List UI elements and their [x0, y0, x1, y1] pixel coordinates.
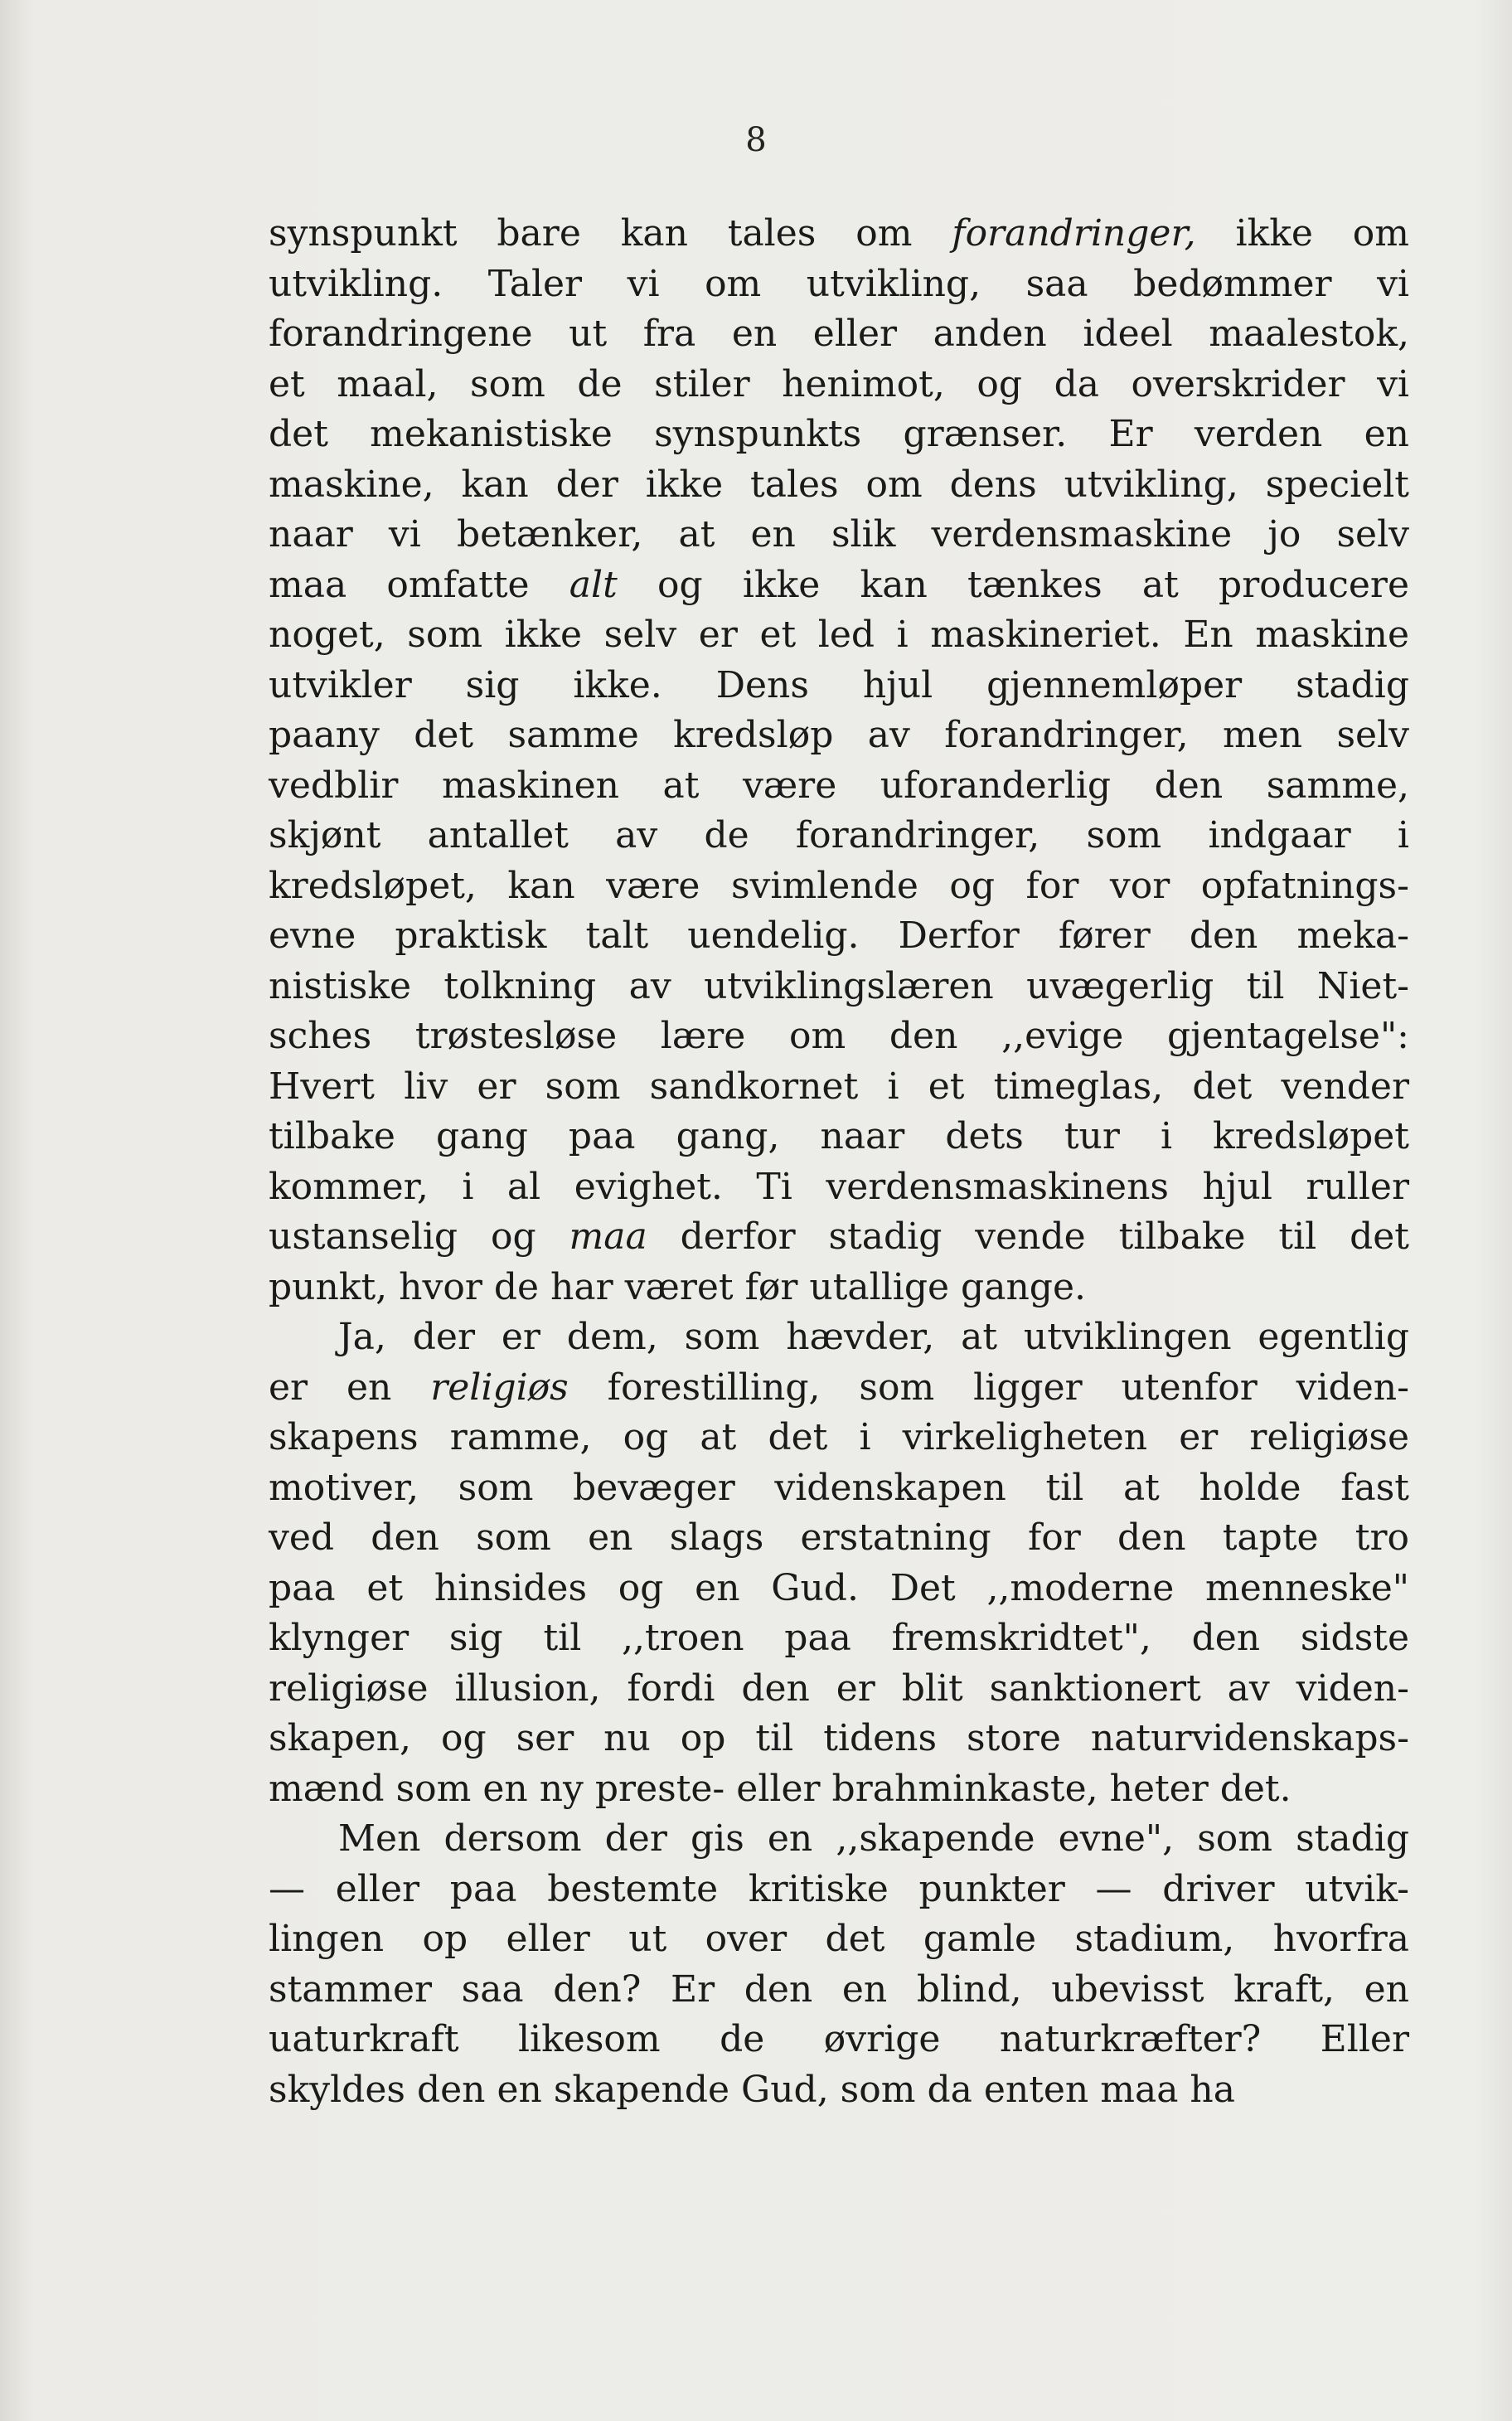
- text-run: ustanselig og: [269, 1215, 569, 1258]
- text-line: [269, 209, 1409, 260]
- text-line: [269, 1112, 1409, 1162]
- text-run: er en: [269, 1366, 431, 1409]
- text-run: skjønt antallet av de forandringer, som indgaar i: [269, 814, 1409, 856]
- text-run: noget, som ikke selv er et led i maskineriet. En maskine: [269, 614, 1409, 656]
- text-run: skapen, og ser nu op til tidens store naturvidenskaps-: [269, 1717, 1409, 1759]
- text-line: [269, 610, 1409, 661]
- text-line: [269, 1212, 1409, 1263]
- emphasis-run: alt: [569, 563, 618, 606]
- text-line: [269, 2015, 1409, 2065]
- text-run: forandringene ut fra en eller anden ideel maalestok,: [269, 313, 1409, 355]
- text-run: kommer, i al evighet. Ti verdensmaskinens hjul ruller: [269, 1165, 1409, 1208]
- text-line: [269, 1613, 1409, 1664]
- text-line: [269, 661, 1409, 711]
- text-run: vedblir maskinen at være uforanderlig den samme,: [269, 764, 1409, 807]
- text-line: [269, 711, 1409, 761]
- text-line: [269, 861, 1409, 912]
- text-run: paa et hinsides og en Gud. Det ,,moderne menneske": [269, 1566, 1409, 1609]
- text-line: [269, 1564, 1409, 1614]
- text-line: [269, 1865, 1409, 1915]
- text-line: [269, 1764, 1409, 1815]
- text-line: [269, 1463, 1409, 1514]
- text-line: [269, 1162, 1409, 1213]
- text-line: [269, 2065, 1409, 2116]
- text-run: utvikling. Taler vi om utvikling, saa bedømmer vi: [269, 262, 1409, 305]
- text-run: ved den som en slags erstatning for den tapte tro: [269, 1516, 1409, 1559]
- text-run: forestilling, som ligger utenfor viden-: [568, 1366, 1409, 1409]
- text-run: sches trøstesløse lære om den ,,evige gjentagelse":: [269, 1015, 1409, 1057]
- text-run: motiver, som bevæger videnskapen til at holde fast: [269, 1466, 1409, 1509]
- text-run: synspunkt bare kan tales om: [269, 212, 952, 255]
- text-run: et maal, som de stiler henimot, og da overskrider vi: [269, 362, 1409, 405]
- text-run: Men dersom der gis en ,,skapende evne", som stadig: [338, 1817, 1409, 1860]
- text-run: maa omfatte: [269, 563, 569, 606]
- text-run: skyldes den en skapende Gud, som da enten maa ha: [269, 2068, 1235, 2111]
- text-line: [269, 1312, 1409, 1363]
- text-run: paany det samme kredsløp av forandringer, men selv: [269, 714, 1409, 756]
- text-run: klynger sig til ,,troen paa fremskridtet", den sidste: [269, 1617, 1409, 1659]
- emphasis-run: forandringer,: [952, 212, 1196, 255]
- text-run: lingen op eller ut over det gamle stadium, hvorfra: [269, 1918, 1409, 1960]
- text-line: [269, 510, 1409, 560]
- text-line: [269, 761, 1409, 812]
- text-line: [269, 1363, 1409, 1414]
- text-run: naar vi betænker, at en slik verdensmaskine jo selv: [269, 513, 1409, 556]
- paragraph: [269, 209, 1409, 1312]
- text-run: det mekanistiske synspunkts grænser. Er verden en: [269, 413, 1409, 455]
- text-line: [269, 1714, 1409, 1764]
- text-run: nistiske tolkning av utviklingslæren uvægerlig til Niet-: [269, 964, 1409, 1007]
- text-run: mænd som en ny preste- eller brahminkaste, heter det.: [269, 1767, 1292, 1810]
- emphasis-run: maa: [569, 1215, 647, 1258]
- text-run: kredsløpet, kan være svimlende og for vor opfatnings-: [269, 864, 1409, 907]
- text-run: utvikler sig ikke. Dens hjul gjennemløper stadig: [269, 663, 1409, 706]
- text-run: evne praktisk talt uendelig. Derfor fører den meka-: [269, 915, 1409, 957]
- text-run: Hvert liv er som sandkornet i et timeglas, det vender: [269, 1065, 1409, 1108]
- text-run: maskine, kan der ikke tales om dens utvikling, specielt: [269, 463, 1409, 506]
- text-line: [269, 962, 1409, 1012]
- text-run: religiøse illusion, fordi den er blit sanktionert av viden-: [269, 1667, 1409, 1710]
- text-run: Ja, der er dem, som hævder, at utviklingen egentlig: [338, 1316, 1409, 1358]
- text-run: — eller paa bestemte kritiske punkter — driver utvik-: [269, 1867, 1409, 1910]
- text-run: uaturkraft likesom de øvrige naturkræfter? Eller: [269, 2018, 1409, 2060]
- paragraph: [269, 1312, 1409, 1814]
- text-line: [269, 1012, 1409, 1062]
- text-run: og ikke kan tænkes at producere: [617, 563, 1409, 606]
- text-run: skapens ramme, og at det i virkeligheten er religiøse: [269, 1416, 1409, 1458]
- text-line: [269, 1914, 1409, 1965]
- text-line: [269, 260, 1409, 310]
- text-run: ikke om: [1195, 212, 1410, 255]
- paragraph: [269, 1814, 1409, 2115]
- text-line: [269, 911, 1409, 962]
- text-run: tilbake gang paa gang, naar dets tur i kredsløpet: [269, 1115, 1409, 1157]
- text-line: [269, 560, 1409, 611]
- emphasis-run: religiøs: [430, 1366, 569, 1409]
- text-line: [269, 1965, 1409, 2016]
- text-line: [269, 360, 1409, 410]
- page-number: 8: [745, 121, 767, 159]
- text-line: [269, 1664, 1409, 1715]
- text-run: stammer saa den? Er den en blind, ubevisst kraft, en: [269, 1967, 1409, 2011]
- text-line: [269, 1513, 1409, 1564]
- text-line: [269, 811, 1409, 861]
- text-line: [269, 309, 1409, 360]
- text-line: [269, 1062, 1409, 1113]
- text-run: derfor stadig vende tilbake til det: [647, 1215, 1409, 1258]
- text-line: [269, 410, 1409, 460]
- body-text: [269, 209, 1409, 2115]
- text-line: [269, 1814, 1409, 1865]
- text-run: punkt, hvor de har været før utallige gange.: [269, 1265, 1086, 1308]
- text-line: [269, 460, 1409, 511]
- text-line: [269, 1263, 1409, 1313]
- text-line: [269, 1413, 1409, 1463]
